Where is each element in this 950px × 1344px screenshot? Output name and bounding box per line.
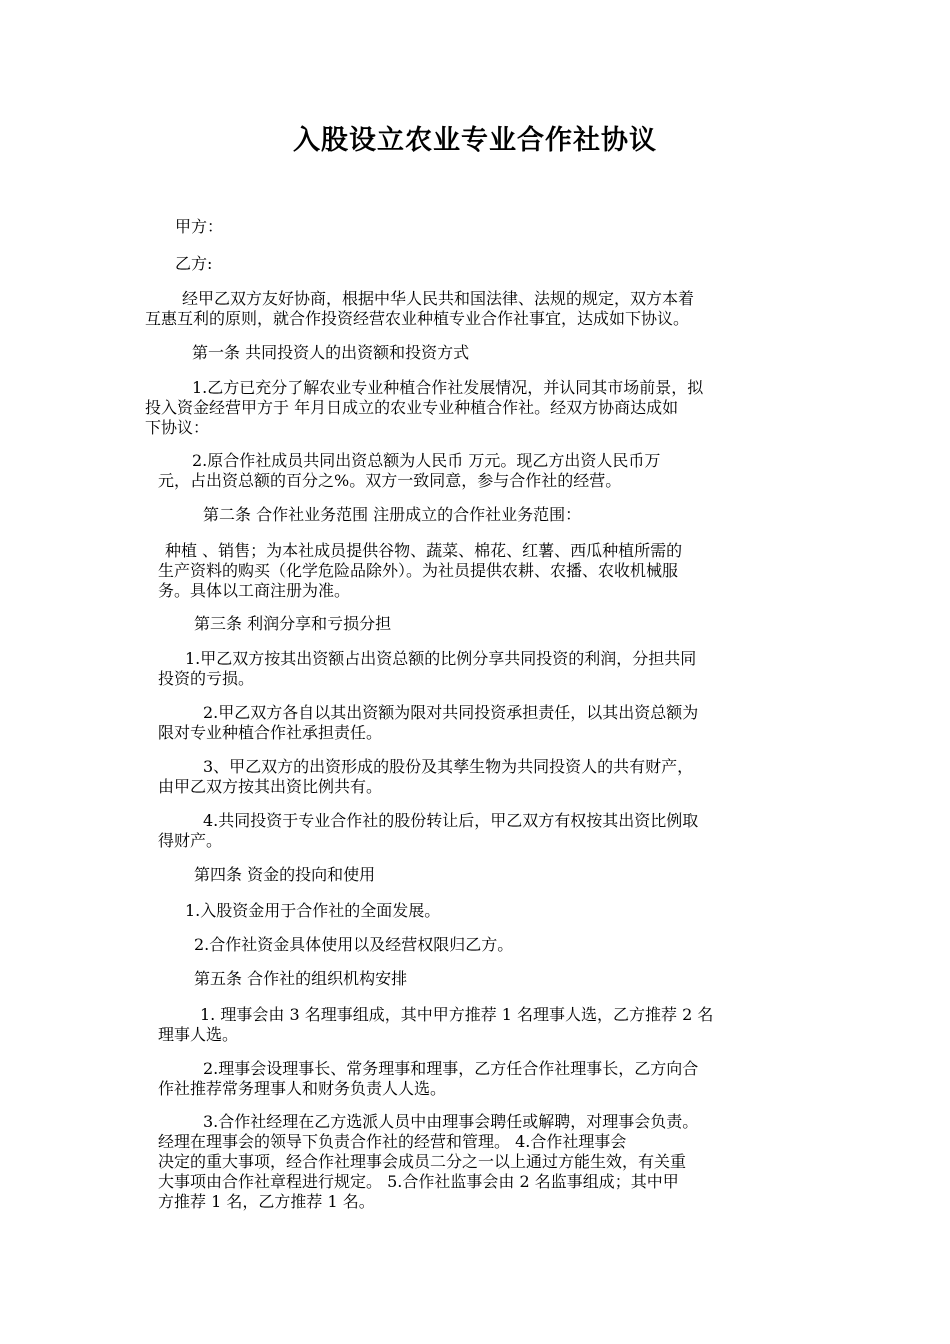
article-3-item-4: 得财产。 (158, 831, 223, 850)
party-b-label: 乙方: (175, 254, 213, 273)
article-5-item-3: 3.合作社经理在乙方选派人员中由理事会聘任或解聘，对理事会负责。 (203, 1112, 699, 1131)
article-5-item-3: 决定的重大事项，经合作社理事会成员二分之一以上通过方能生效，有关重 (158, 1152, 687, 1171)
article-5-item-1: 理事人选。 (158, 1025, 239, 1044)
article-1-item-1: 投入资金经营甲方于 年月日成立的农业专业种植合作社。经双方协商达成如 (145, 398, 679, 417)
document-title: 入股设立农业专业合作社协议 (293, 125, 657, 156)
article-1-item-2: 2.原合作社成员共同出资总额为人民币 万元。现乙方出资人民币万 (192, 451, 661, 470)
article-1-heading: 第一条 共同投资人的出资额和投资方式 (192, 343, 470, 362)
article-2-text: 生产资料的购买（化学危险品除外）。为社员提供农耕、农播、农收机械服 (158, 561, 679, 580)
intro-line: 互惠互利的原则，就合作投资经营农业种植专业合作社事宜，达成如下协议。 (145, 309, 690, 328)
article-4-heading: 第四条 资金的投向和使用 (194, 865, 376, 884)
article-5-item-2: 2.理事会设理事长、常务理事和理事，乙方任合作社理事长，乙方向合 (203, 1059, 699, 1078)
article-3-item-2: 2.甲乙双方各自以其出资额为限对共同投资承担责任，以其出资总额为 (203, 703, 699, 722)
article-2-text: 种植 、销售；为本社成员提供谷物、蔬菜、棉花、红薯、西瓜种植所需的 (165, 541, 683, 560)
article-3-item-4: 4.共同投资于专业合作社的股份转让后，甲乙双方有权按其出资比例取 (203, 811, 699, 830)
article-3-item-1: 1.甲乙双方按其出资额占出资总额的比例分享共同投资的利润，分担共同 (185, 649, 697, 668)
article-3-item-3: 由甲乙双方按其出资比例共有。 (158, 777, 383, 796)
article-4-item-2: 2.合作社资金具体使用以及经营权限归乙方。 (194, 935, 514, 954)
party-a-label: 甲方： (175, 217, 224, 236)
article-2-heading: 第二条 合作社业务范围 注册成立的合作社业务范围： (203, 505, 582, 524)
article-5-item-1: 1. 理事会由 3 名理事组成，其中甲方推荐 1 名理事人选，乙方推荐 2 名 (200, 1005, 714, 1024)
article-1-item-2: 元，占出资总额的百分之%。双方一致同意，参与合作社的经营。 (158, 471, 622, 490)
article-3-item-2: 限对专业种植合作社承担责任。 (158, 723, 383, 742)
article-5-item-3: 大事项由合作社章程进行规定。 5.合作社监事会由 2 名监事组成；其中甲 (158, 1172, 679, 1191)
article-2-text: 务。具体以工商注册为准。 (158, 581, 351, 600)
article-5-item-3: 经理在理事会的领导下负责合作社的经营和管理。 4.合作社理事会 (158, 1132, 627, 1151)
article-3-heading: 第三条 利润分享和亏损分担 (194, 614, 392, 633)
article-5-item-3: 方推荐 1 名，乙方推荐 1 名。 (158, 1192, 375, 1211)
article-3-item-3: 3、甲乙双方的出资形成的股份及其孳生物为共同投资人的共有财产， (203, 757, 694, 776)
article-5-item-2: 作社推荐常务理事人和财务负责人人选。 (158, 1079, 447, 1098)
article-5-heading: 第五条 合作社的组织机构安排 (194, 969, 408, 988)
article-3-item-1: 投资的亏损。 (158, 669, 255, 688)
article-4-item-1: 1.入股资金用于合作社的全面发展。 (185, 901, 441, 920)
article-1-item-1: 1.乙方已充分了解农业专业种植合作社发展情况，并认同其市场前景，拟 (192, 378, 704, 397)
article-1-item-1: 下协议： (145, 418, 210, 437)
intro-line: 经甲乙双方友好协商，根据中华人民共和国法律、法规的规定，双方本着 (182, 289, 695, 308)
